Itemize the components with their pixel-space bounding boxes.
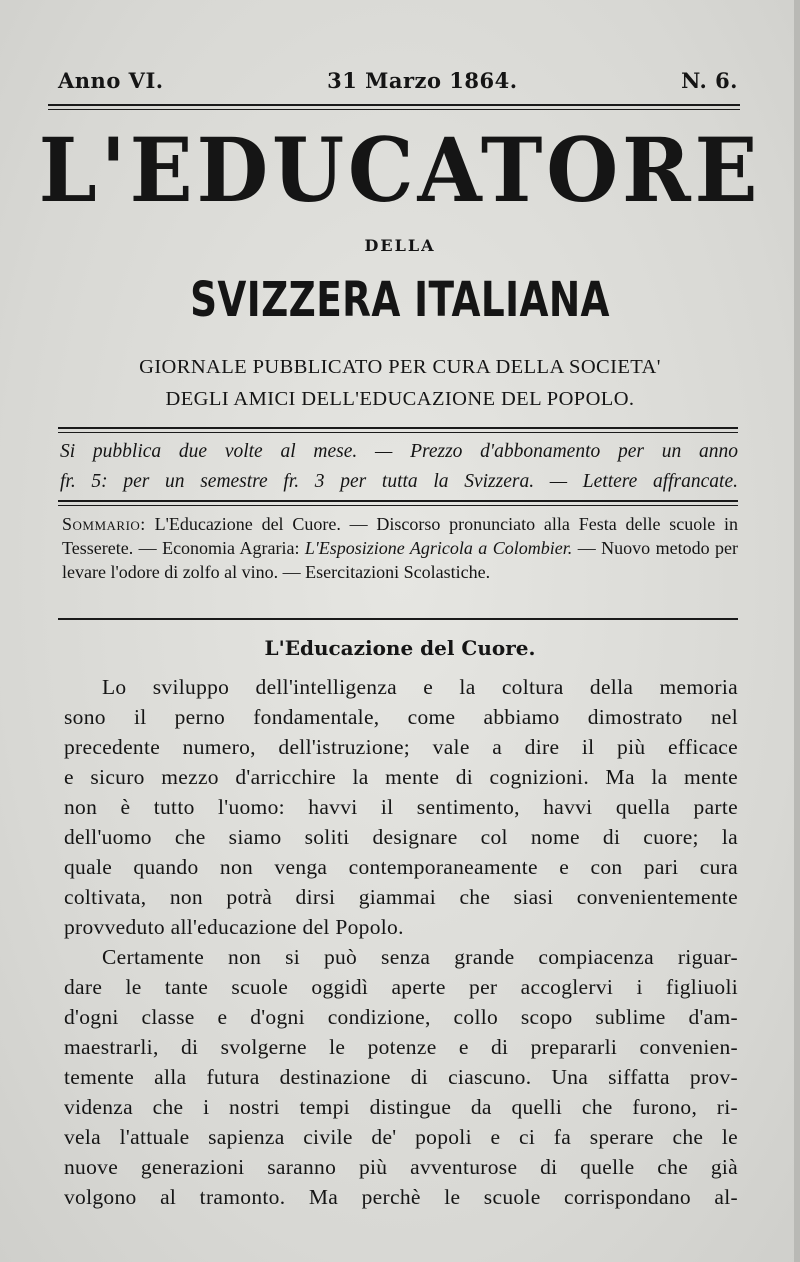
article-line: Lo sviluppo dell'intelligenza e la coltura della memoria	[102, 675, 738, 699]
article-line: videnza che i nostri tempi distingue da quelli che furono, ri-	[64, 1095, 738, 1119]
article-line: provveduto all'educazione del Popolo.	[64, 915, 404, 939]
article-title: L'Educazione del Cuore.	[264, 636, 536, 660]
issue-number: N. 6.	[681, 68, 738, 93]
article-line: coltivata, non potrà dirsi giammai che siasi convenientemente	[64, 885, 738, 909]
article-line: d'ogni classe e d'ogni condizione, collo scopo sublime d'am-	[64, 1005, 738, 1029]
summary-rule	[58, 618, 738, 620]
masthead-line	[58, 68, 738, 93]
article-line: sono il perno fondamentale, come abbiamo dimostrato nel	[64, 705, 738, 729]
publication-rule-2	[58, 505, 738, 506]
masthead-rule-1	[48, 104, 740, 106]
article-line: e sicuro mezzo d'arricchire la mente di cognizioni. Ma la mente	[64, 765, 738, 789]
page-edge-shadow	[794, 0, 800, 1262]
article-line: Certamente non si può senza grande compiacenza riguar-	[102, 945, 738, 969]
article-body	[64, 672, 738, 1212]
article-line: maestrarli, di svolgerne le potenze e di prepararli convenien-	[64, 1035, 738, 1059]
tagline-rule-2	[58, 432, 738, 433]
article-line: dare le tante scuole oggidì aperte per accoglervi i figliuoli	[64, 975, 738, 999]
publication-rule-1	[58, 500, 738, 502]
article-line: dell'uomo che siamo soliti designare col nome di cuore; la	[64, 825, 738, 849]
tagline-rule-1	[58, 427, 738, 429]
table-of-contents	[62, 512, 738, 584]
issue-date: 31 Marzo 1864.	[327, 68, 518, 93]
newspaper-subtitle: SVIZZERA ITALIANA	[190, 272, 610, 328]
newspaper-title: L'EDUCATORE	[38, 118, 762, 222]
article-line: vela l'attuale sapienza civile de' popoli e ci fa sperare che le	[64, 1125, 738, 1149]
summary-text-1: L'Educazione del Cuore. — Discorso pronunciato alla Festa delle scuole in Tesserete. — Economia Agraria:	[62, 514, 739, 558]
summary-italic: L'Esposizione Agricola a Colombier.	[304, 538, 573, 558]
publication-line-2: fr. 5: per un semestre fr. 3 per tutta la Svizzera. — Lettere affrancate.	[60, 471, 738, 492]
article-line: precedente numero, dell'istruzione; vale a dire il più efficace	[64, 735, 738, 759]
article-line: quale quando non venga contemporaneamente e con pari cura	[64, 855, 738, 879]
article-line: non è tutto l'uomo: havvi il sentimento, havvi quella parte	[64, 795, 738, 819]
summary-text-2: — Nuovo metodo per levare l'odore di zolfo al vino. — Esercitazioni Scolastiche.	[62, 538, 738, 582]
article-line: temente alla futura destinazione di ciascuno. Una siffatta prov-	[64, 1065, 738, 1089]
summary-label: Sommario:	[62, 514, 146, 534]
article-line: volgono al tramonto. Ma perchè le scuole corrispondano al-	[64, 1185, 738, 1209]
masthead-rule-2	[48, 109, 740, 110]
publication-info	[60, 438, 738, 498]
article-line: nuove generazioni saranno più avventurose di quelle che già	[64, 1155, 738, 1179]
volume-year: Anno VI.	[58, 68, 164, 93]
tagline-line-2: DEGLI AMICI DELL'EDUCAZIONE DEL POPOLO.	[165, 388, 635, 410]
tagline-line-1: GIORNALE PUBBLICATO PER CURA DELLA SOCIETA'	[139, 356, 661, 378]
title-connector: DELLA	[364, 236, 436, 255]
publication-line-1: Si pubblica due volte al mese. — Prezzo d'abbonamento per un anno	[60, 441, 738, 462]
